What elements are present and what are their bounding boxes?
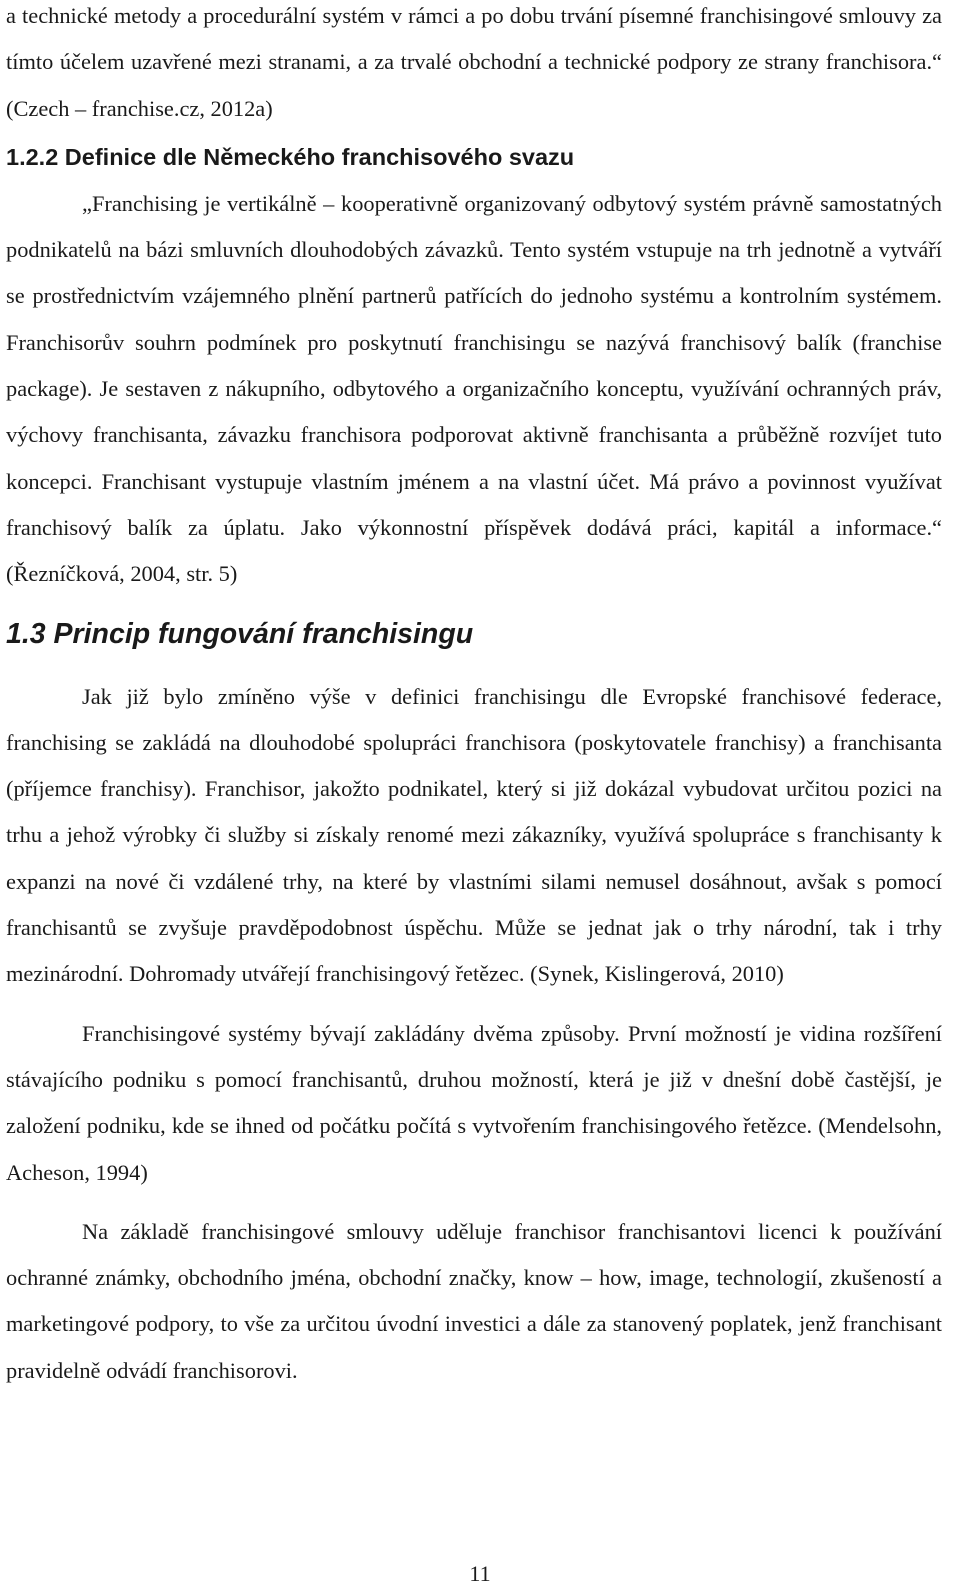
- document-page: [6, 0, 942, 1394]
- section-heading-1-2-2: 1.2.2 Definice dle Německého franchisového svazu: [6, 143, 575, 170]
- section-heading-1-3: 1.3 Princip fungování franchisingu: [6, 617, 474, 650]
- section-1-3-paragraph-3: Na základě franchisingové smlouvy uděluje franchisor franchisantovi licenci k používání ochranné známky, obchodního jména, obchodní značky, know – how, image, technologií, zkušeností a marketingové podpory, to vše za určitou úvodní investici a dále za stanovený poplatek, jenž franchisant pravidelně odvádí franchisorovi.: [6, 1218, 942, 1383]
- section-1-3-paragraph-1: Jak již bylo zmíněno výše v definici franchisingu dle Evropské franchisové federace, franchising se zakládá na dlouhodobé spolupráci franchisora (poskytovatele franchisy) a franchisanta (příjemce franchisy). Franchisor, jakožto podnikatel, který si již dokázal vybudovat určitou pozici na trhu a jehož výrobky či služby si získaly renomé mezi zákazníky, využívá spolupráce s franchisanty k expanzi na nové či vzdálené trhy, na které by vlastními silami nemusel dosáhnout, avšak s pomocí franchisantů se zvyšuje pravděpodobnost úspěchu. Může se jednat jak o trhy národní, tak i trhy mezinárodní. Dohromady utvářejí franchisingový řetězec. (Synek, Kislingerová, 2010): [6, 683, 942, 987]
- section-1-2-2-paragraph: „Franchising je vertikálně – kooperativně organizovaný odbytový systém právně samostatných podnikatelů na bázi smluvních dlouhodobých závazků. Tento systém vstupuje na trh jednotně a vytváří se prostřednictvím vzájemného plnění partnerů patřících do jednoho systému a kontrolním systémem. Franchisorův souhrn podmínek pro poskytnutí franchisingu se nazývá franchisový balík (franchise package). Je sestaven z nákupního, odbytového a organizačního konceptu, využívání ochranných práv, výchovy franchisanta, závazku franchisora podporovat aktivně franchisanta a průběžně rozvíjet tuto koncepci. Franchisant vystupuje vlastním jménem a na vlastní účet. Má právo a povinnost využívat franchisový balík za úplatu. Jako výkonnostní příspěvek dodává práci, kapitál a informace.“ (Řezníčková, 2004, str. 5): [6, 190, 942, 587]
- section-1-3-paragraph-2: Franchisingové systémy bývají zakládány dvěma způsoby. První možností je vidina rozšíření stávajícího podniku s pomocí franchisantů, druhou možností, která je již v dnešní době častější, je založení podniku, kde se ihned od počátku počítá s vytvořením franchisingového řetězce. (Mendelsohn, Acheson, 1994): [6, 1020, 942, 1185]
- intro-paragraph: a technické metody a procedurální systém v rámci a po dobu trvání písemné franchisingové smlouvy za tímto účelem uzavřené mezi stranami, a za trvalé obchodní a technické podpory ze strany franchisora.“ (Czech – franchise.cz, 2012a): [6, 3, 942, 121]
- page-number: 11: [469, 1561, 491, 1586]
